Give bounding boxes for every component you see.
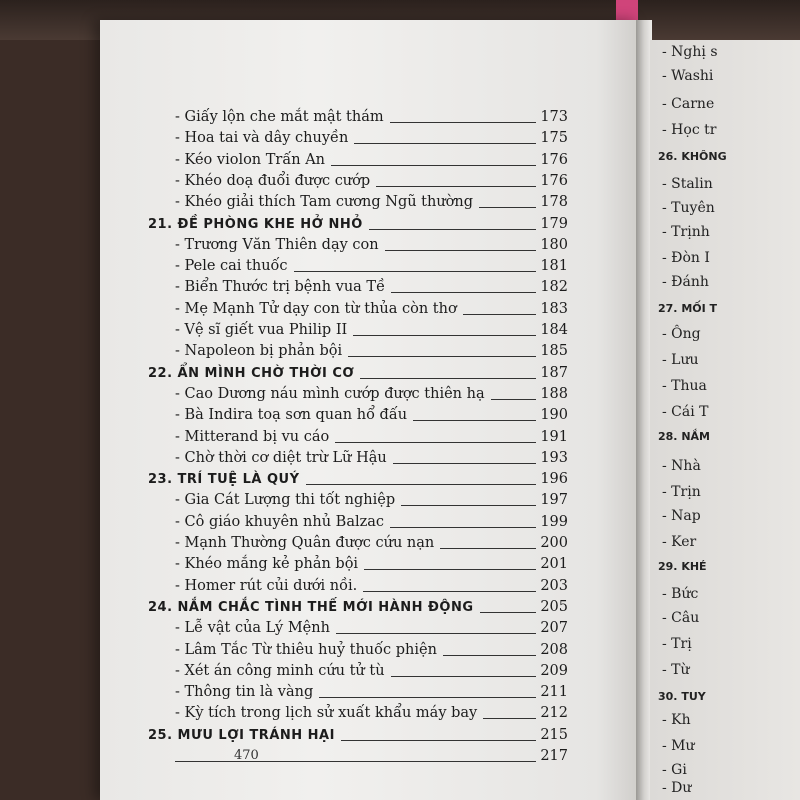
toc-heading bbox=[148, 724, 568, 746]
right-page-entry-fragment: - Tuyên bbox=[662, 200, 715, 216]
right-page-entry-fragment: - Câu bbox=[662, 610, 700, 626]
right-page-entry-fragment: - Kh bbox=[662, 712, 691, 728]
leader-line bbox=[348, 356, 536, 357]
right-page-entry-fragment: - Đánh bbox=[662, 274, 709, 290]
leader-line bbox=[390, 527, 536, 528]
right-page-entry-fragment: - Học tr bbox=[662, 122, 717, 138]
toc-title: - Mẹ Mạnh Tử dạy con từ thủa còn thơ bbox=[175, 298, 457, 320]
toc-entry bbox=[175, 511, 568, 533]
leader-line bbox=[479, 207, 536, 208]
leader-line bbox=[336, 633, 536, 634]
toc-page-number: 173 bbox=[540, 109, 568, 125]
toc-title: - Mitterand bị vu cáo bbox=[175, 426, 329, 448]
toc-entry bbox=[175, 702, 568, 724]
toc-title: - Napoleon bị phản bội bbox=[175, 340, 342, 362]
toc-title: - Xét án công minh cứu tử tù bbox=[175, 660, 385, 682]
toc-page-number: 176 bbox=[540, 151, 568, 168]
right-page-entry-fragment: - Bức bbox=[662, 586, 699, 602]
toc-page-number: 181 bbox=[540, 258, 568, 275]
toc-page-number: 207 bbox=[540, 620, 568, 637]
toc-page-number: 193 bbox=[540, 449, 568, 466]
toc-page-number: 184 bbox=[540, 322, 568, 338]
toc-heading bbox=[148, 468, 568, 490]
leader-line bbox=[354, 143, 536, 144]
leader-line bbox=[391, 292, 536, 293]
toc-entry bbox=[175, 639, 568, 661]
right-page-heading-fragment: 26. KHÔNG bbox=[658, 150, 727, 163]
toc-page-number: 217 bbox=[540, 748, 568, 764]
right-page-heading-fragment: 30. TUY bbox=[658, 690, 706, 703]
toc-entry bbox=[175, 404, 568, 426]
toc-entry bbox=[175, 234, 568, 256]
toc-entry bbox=[175, 447, 568, 469]
toc-entry bbox=[175, 575, 568, 597]
toc-page-number: 212 bbox=[540, 705, 568, 722]
page-number: 470 bbox=[234, 748, 259, 763]
toc-page-number: 200 bbox=[540, 535, 568, 551]
leader-line bbox=[463, 314, 536, 315]
toc-page-number: 190 bbox=[540, 407, 568, 424]
toc-entry bbox=[175, 553, 568, 575]
toc-page-number: 182 bbox=[540, 279, 568, 296]
toc-entry bbox=[175, 426, 568, 448]
leader-line bbox=[491, 399, 536, 400]
toc-entry bbox=[175, 489, 568, 511]
toc-page-number: 175 bbox=[540, 130, 568, 147]
toc-title: - Thông tin là vàng bbox=[175, 681, 313, 703]
toc-page-number: 185 bbox=[540, 343, 568, 360]
leader-line bbox=[443, 655, 536, 656]
toc-page-number: 215 bbox=[540, 726, 568, 743]
right-page-heading-fragment: 28. NẮM bbox=[658, 430, 710, 443]
right-page-entry-fragment: - Đòn I bbox=[662, 250, 710, 266]
leader-line bbox=[440, 548, 536, 549]
toc-title: - Kỳ tích trong lịch sử xuất khẩu máy bay bbox=[175, 702, 477, 724]
right-page-entry-fragment: - Thua bbox=[662, 378, 707, 394]
toc-title: - Pele cai thuốc bbox=[175, 255, 288, 277]
toc-entry bbox=[175, 255, 568, 277]
right-page-entry-fragment: - Nhà bbox=[662, 458, 701, 474]
toc-title: - Khéo giải thích Tam cương Ngũ thường bbox=[175, 191, 473, 213]
toc-title: - Bà Indira toạ sơn quan hổ đấu bbox=[175, 404, 407, 426]
toc-title: - Hoa tai và dây chuyền bbox=[175, 127, 348, 149]
right-page-entry-fragment: - Stalin bbox=[662, 176, 713, 192]
right-page bbox=[650, 40, 800, 800]
toc-title: - Vệ sĩ giết vua Philip II bbox=[175, 319, 347, 341]
leader-line bbox=[391, 676, 536, 677]
toc-entry bbox=[175, 681, 568, 703]
leader-line bbox=[363, 591, 536, 592]
toc-title: - Gia Cát Lượng thi tốt nghiệp bbox=[175, 489, 395, 511]
right-page-entry-fragment: - Nghị s bbox=[662, 44, 718, 60]
toc-page-number: 180 bbox=[540, 236, 568, 253]
right-page-heading-fragment: 29. KHÉ bbox=[658, 560, 707, 573]
leader-line bbox=[331, 165, 536, 166]
leader-line bbox=[369, 229, 536, 230]
right-page-entry-fragment: - Từ bbox=[662, 662, 690, 678]
toc-entry bbox=[175, 191, 568, 213]
toc-title: 21. ĐỀ PHÒNG KHE HỞ NHỎ bbox=[148, 216, 363, 232]
toc-title: - Kéo violon Trấn An bbox=[175, 149, 325, 171]
right-page-entry-fragment: - Carne bbox=[662, 96, 715, 112]
right-page-entry-fragment: - Mư bbox=[662, 738, 695, 754]
right-page-entry-fragment: - Washi bbox=[662, 68, 714, 84]
toc-page-number: 183 bbox=[540, 300, 568, 317]
toc-page-number: 208 bbox=[540, 641, 568, 658]
right-page-entry-fragment: - Dư bbox=[662, 780, 692, 796]
right-page-entry-fragment: - Ker bbox=[662, 534, 697, 550]
toc-page-number: 178 bbox=[540, 194, 568, 211]
toc-entry bbox=[175, 340, 568, 362]
leader-line bbox=[364, 569, 536, 570]
toc-page-number: 197 bbox=[540, 492, 568, 509]
toc-title: - Giấy lộn che mắt mật thám bbox=[175, 106, 384, 128]
toc-page-number: 199 bbox=[540, 513, 568, 530]
leader-line bbox=[175, 761, 536, 762]
leader-line bbox=[483, 718, 536, 719]
toc-entry bbox=[175, 127, 568, 149]
leader-line bbox=[480, 612, 536, 613]
toc-entry bbox=[175, 106, 568, 128]
leader-line bbox=[294, 271, 536, 272]
toc-page-number: 211 bbox=[540, 684, 568, 701]
left-page bbox=[100, 20, 640, 800]
toc-title: - Khéo doạ đuổi được cướp bbox=[175, 170, 370, 192]
leader-line bbox=[360, 378, 536, 379]
toc-heading bbox=[148, 596, 568, 618]
leader-line bbox=[393, 463, 536, 464]
right-page-entry-fragment: - Lưu bbox=[662, 352, 699, 368]
toc-entry bbox=[175, 660, 568, 682]
toc-title: 24. NẮM CHẮC TÌNH THẾ MỚI HÀNH ĐỘNG bbox=[148, 599, 474, 615]
toc-title: - Trương Văn Thiên dạy con bbox=[175, 234, 379, 256]
toc-page-number: 191 bbox=[540, 428, 568, 445]
toc-page-number: 209 bbox=[540, 662, 568, 679]
right-page-entry-fragment: - Trịn bbox=[662, 484, 701, 500]
right-page-entry-fragment: - Nap bbox=[662, 508, 701, 524]
toc-title: - Khéo mắng kẻ phản bội bbox=[175, 553, 358, 575]
toc-entry bbox=[175, 617, 568, 639]
toc-entry bbox=[175, 532, 568, 554]
toc-title: - Homer rút củi dưới nồi. bbox=[175, 575, 357, 597]
toc-title: 25. MƯU LỢI TRÁNH HẠI bbox=[148, 727, 335, 743]
right-page-entry-fragment: - Gi bbox=[662, 762, 687, 778]
toc-page-number: 188 bbox=[540, 385, 568, 402]
leader-line bbox=[413, 420, 536, 421]
toc-heading bbox=[148, 213, 568, 235]
right-page-entry-fragment: - Ông bbox=[662, 326, 701, 342]
leader-line bbox=[376, 186, 536, 187]
toc-page-number: 179 bbox=[540, 215, 568, 232]
toc-page-number: 205 bbox=[540, 598, 568, 615]
right-page-heading-fragment: 27. MỐI T bbox=[658, 302, 718, 315]
toc-entry bbox=[175, 319, 568, 341]
toc-title: - Chờ thời cơ diệt trừ Lữ Hậu bbox=[175, 447, 387, 469]
toc-title: 22. ẨN MÌNH CHỜ THỜI CƠ bbox=[148, 365, 355, 381]
leader-line bbox=[385, 250, 536, 251]
right-page-entry-fragment: - Trịnh bbox=[662, 224, 710, 240]
toc-title: - Cao Dương náu mình cướp được thiên hạ bbox=[175, 383, 485, 405]
toc-title: 23. TRÍ TUỆ LÀ QUÝ bbox=[148, 472, 300, 488]
toc-entry bbox=[175, 298, 568, 320]
right-page-entry-fragment: - Cái T bbox=[662, 404, 709, 420]
toc-title: - Lễ vật của Lý Mệnh bbox=[175, 617, 330, 639]
toc-page-number: 196 bbox=[540, 471, 568, 488]
toc-title: - Biển Thước trị bệnh vua Tề bbox=[175, 276, 385, 298]
leader-line bbox=[390, 122, 536, 123]
toc-title: - Mạnh Thường Quân được cứu nạn bbox=[175, 532, 434, 554]
leader-line bbox=[335, 442, 536, 443]
toc-entry bbox=[175, 149, 568, 171]
toc-entry bbox=[175, 383, 568, 405]
toc-title: - Cô giáo khuyên nhủ Balzac bbox=[175, 511, 384, 533]
right-page-entry-fragment: - Trị bbox=[662, 636, 692, 652]
leader-line bbox=[306, 484, 536, 485]
toc-entry bbox=[175, 276, 568, 298]
toc-page-number: 201 bbox=[540, 556, 568, 573]
toc-title: - Lâm Tắc Từ thiêu huỷ thuốc phiện bbox=[175, 639, 437, 661]
toc-entry bbox=[175, 170, 568, 192]
leader-line bbox=[341, 740, 536, 741]
toc-page-number: 203 bbox=[540, 577, 568, 594]
toc-heading bbox=[148, 362, 568, 384]
leader-line bbox=[319, 697, 536, 698]
toc-page-number: 176 bbox=[540, 172, 568, 189]
toc-page-number: 187 bbox=[540, 364, 568, 381]
leader-line bbox=[353, 335, 536, 336]
leader-line bbox=[401, 505, 536, 506]
